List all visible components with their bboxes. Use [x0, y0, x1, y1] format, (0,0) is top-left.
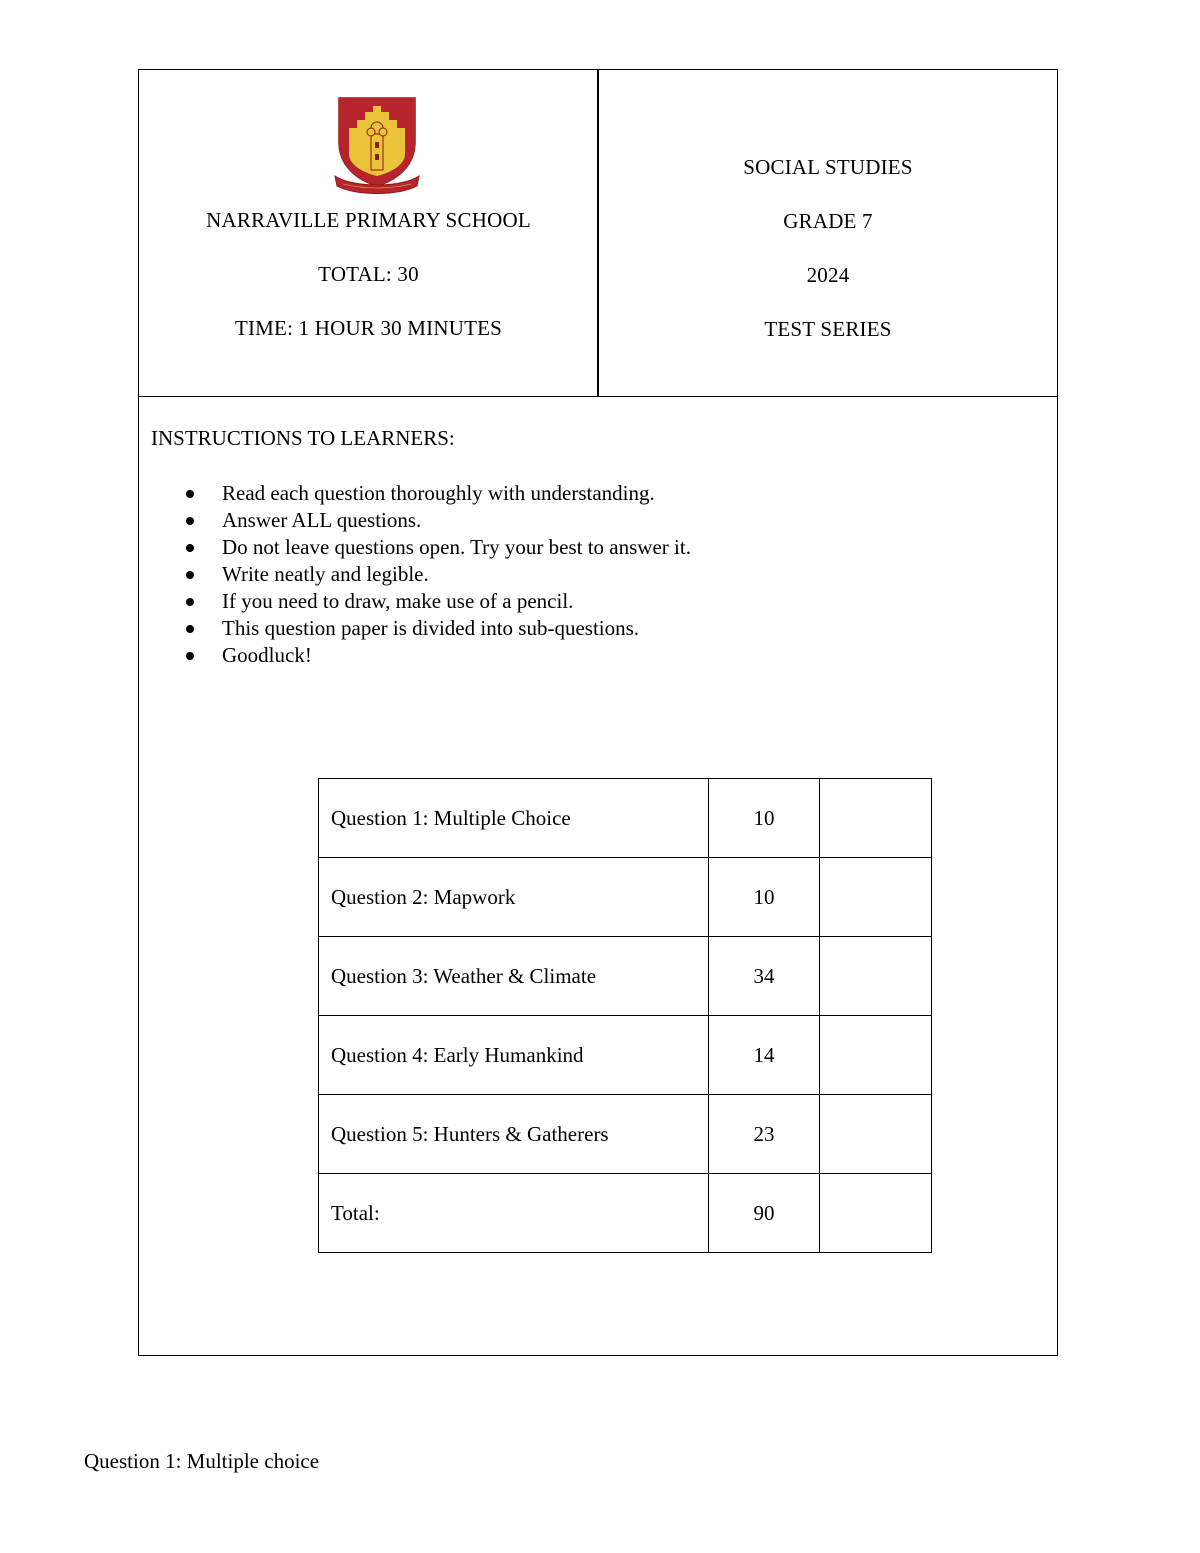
bullet-icon — [186, 517, 194, 525]
question-label: Question 1: Multiple Choice — [319, 779, 709, 858]
score-cell — [820, 779, 932, 858]
instruction-item: If you need to draw, make use of a pencil. — [179, 588, 691, 615]
bullet-icon — [186, 571, 194, 579]
table-row — [319, 937, 932, 1016]
question-marks: 34 — [709, 937, 820, 1016]
question-marks: 10 — [709, 779, 820, 858]
bullet-icon — [186, 544, 194, 552]
table-row-total — [319, 1174, 932, 1253]
score-cell — [820, 858, 932, 937]
instruction-item: Answer ALL questions. — [179, 507, 691, 534]
bullet-icon — [186, 625, 194, 633]
question-label: Question 2: Mapwork — [319, 858, 709, 937]
total-label: Total: — [319, 1174, 709, 1253]
instruction-item: Goodluck! — [179, 642, 691, 669]
table-row — [319, 779, 932, 858]
table-row — [319, 858, 932, 937]
school-name: NARRAVILLE PRIMARY SCHOOL — [206, 208, 531, 232]
bullet-icon — [186, 598, 194, 606]
subject: SOCIAL STUDIES — [743, 155, 913, 179]
total-score-cell — [820, 1174, 932, 1253]
school-info-cell — [139, 70, 598, 396]
grade: GRADE 7 — [783, 209, 873, 233]
instruction-item: Read each question thoroughly with understanding. — [179, 480, 691, 507]
instruction-item: Do not leave questions open. Try your best to answer it. — [179, 534, 691, 561]
total-marks-value: 90 — [709, 1174, 820, 1253]
instruction-item: This question paper is divided into sub-questions. — [179, 615, 691, 642]
score-cell — [820, 1095, 932, 1174]
bullet-icon — [186, 490, 194, 498]
cover-frame — [138, 69, 1058, 1356]
exam-time: TIME: 1 HOUR 30 MINUTES — [234, 316, 503, 340]
question-label: Question 4: Early Humankind — [319, 1016, 709, 1095]
section-heading: Question 1: Multiple choice — [84, 1449, 320, 1473]
instruction-item: Write neatly and legible. — [179, 561, 691, 588]
table-row — [319, 1016, 932, 1095]
header-row — [139, 70, 1057, 397]
question-marks: 10 — [709, 858, 820, 937]
instructions-list — [179, 480, 691, 669]
exam-info-cell — [599, 70, 1057, 396]
table-row — [319, 1095, 932, 1174]
school-crest-icon — [329, 96, 425, 194]
bullet-icon — [186, 652, 194, 660]
question-marks: 23 — [709, 1095, 820, 1174]
test-series: TEST SERIES — [764, 317, 892, 341]
question-marks: 14 — [709, 1016, 820, 1095]
question-label: Question 5: Hunters & Gatherers — [319, 1095, 709, 1174]
score-cell — [820, 937, 932, 1016]
year: 2024 — [806, 263, 850, 287]
instructions-title: INSTRUCTIONS TO LEARNERS: — [151, 426, 455, 450]
marks-table — [318, 778, 932, 1253]
score-cell — [820, 1016, 932, 1095]
question-label: Question 3: Weather & Climate — [319, 937, 709, 1016]
total-marks: TOTAL: 30 — [318, 262, 419, 286]
